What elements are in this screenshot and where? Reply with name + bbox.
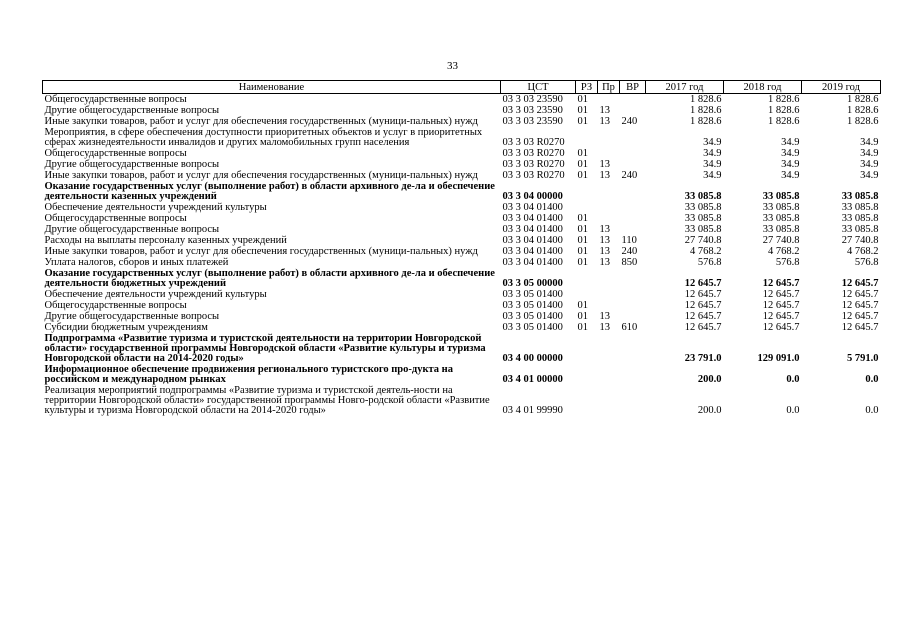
row-rz: 01 (577, 224, 588, 235)
row-cst: 03 3 03 R0270 (502, 137, 565, 148)
row-name: Оказание государственных услуг (выполнение работ) в области архивного де-ла и обеспечение деятельности казенных учреждений (44, 181, 495, 202)
row-name: Иные закупки товаров, работ и услуг для обеспечения государственных (муници-пальных) нужд (44, 170, 478, 181)
row-value-2018: 27 740.8 (762, 235, 800, 246)
row-value-2017: 200.0 (697, 374, 722, 385)
row-value-2017: 576.8 (697, 257, 722, 268)
row-value-2018: 34.9 (781, 137, 800, 148)
row-value-2019: 1 828.6 (847, 94, 879, 105)
row-name: Другие общегосударственные вопросы (44, 311, 220, 322)
table-row (43, 116, 881, 127)
row-cst: 03 3 04 01400 (502, 224, 563, 235)
row-value-2019: 12 645.7 (841, 289, 879, 300)
row-rz: 01 (577, 257, 588, 268)
row-pr: 13 (599, 105, 610, 116)
row-value-2017: 1 828.6 (690, 94, 722, 105)
row-rz (576, 385, 598, 416)
row-value-2019: 33 085.8 (841, 224, 879, 235)
row-value-2017: 1 828.6 (690, 116, 722, 127)
row-name: Иные закупки товаров, работ и услуг для обеспечения государственных (муници-пальных) нужд (44, 116, 478, 127)
row-value-2019: 34.9 (860, 170, 879, 181)
row-cst: 03 3 05 01400 (502, 300, 563, 311)
table-row (43, 246, 881, 257)
row-value-2017: 23 791.0 (684, 353, 722, 364)
table-row (43, 127, 881, 148)
row-cst: 03 3 05 01400 (502, 289, 563, 300)
row-name: Иные закупки товаров, работ и услуг для обеспечения государственных (муници-пальных) нужд (44, 246, 478, 257)
row-rz: 01 (577, 246, 588, 257)
row-value-2018: 1 828.6 (768, 116, 800, 127)
row-pr (598, 268, 620, 289)
row-rz: 01 (577, 105, 588, 116)
row-cst: 03 3 04 01400 (502, 202, 563, 213)
row-value-2018: 33 085.8 (762, 191, 800, 202)
row-value-2017: 12 645.7 (684, 311, 722, 322)
column-header-pr: Пр (598, 81, 620, 94)
row-value-2017: 33 085.8 (684, 213, 722, 224)
row-value-2017: 34.9 (703, 170, 722, 181)
row-value-2018: 0.0 (786, 405, 800, 416)
row-name: Субсидии бюджетным учреждениям (44, 322, 208, 333)
row-value-2019: 34.9 (860, 159, 879, 170)
row-vr (620, 364, 646, 385)
row-rz (576, 364, 598, 385)
row-vr (620, 300, 646, 311)
row-cst: 03 3 04 01400 (502, 213, 563, 224)
row-value-2017: 200.0 (697, 405, 722, 416)
row-cst: 03 3 05 01400 (502, 322, 563, 333)
row-name: Уплата налогов, сборов и иных платежей (44, 257, 229, 268)
row-value-2019: 27 740.8 (841, 235, 879, 246)
row-rz: 01 (577, 322, 588, 333)
row-value-2018: 0.0 (786, 374, 800, 385)
row-value-2018: 34.9 (781, 170, 800, 181)
row-value-2018: 12 645.7 (762, 322, 800, 333)
row-value-2018: 34.9 (781, 159, 800, 170)
row-cst: 03 3 03 R0270 (502, 159, 565, 170)
row-pr: 13 (599, 246, 610, 257)
table-row (43, 159, 881, 170)
row-pr: 13 (599, 311, 610, 322)
row-value-2019: 33 085.8 (841, 202, 879, 213)
row-cst: 03 3 04 00000 (502, 191, 563, 202)
row-name: Обеспечение деятельности учреждений культуры (44, 202, 267, 213)
row-value-2018: 12 645.7 (762, 278, 800, 289)
row-value-2018: 129 091.0 (757, 353, 800, 364)
row-value-2018: 1 828.6 (768, 105, 800, 116)
row-pr (598, 385, 620, 416)
row-value-2017: 12 645.7 (684, 278, 722, 289)
row-name: Другие общегосударственные вопросы (44, 224, 220, 235)
row-value-2017: 33 085.8 (684, 224, 722, 235)
page-number: 33 (447, 60, 458, 72)
row-value-2019: 4 768.2 (847, 246, 879, 257)
column-header-2017: 2017 год (646, 81, 724, 94)
row-value-2019: 1 828.6 (847, 105, 879, 116)
table-row (43, 257, 881, 268)
column-header-2018: 2018 год (724, 81, 802, 94)
row-name: Подпрограмма «Развитие туризма и туристской деятельности на территории Новгородской области» государственной программы Новгородской области «Развитие культуры и туризма Новгородской области на 2014-2020 годы» (44, 333, 486, 364)
row-value-2019: 34.9 (860, 137, 879, 148)
row-name: Оказание государственных услуг (выполнение работ) в области архивного де-ла и обеспечение деятельности бюджетных учреждений (44, 268, 495, 289)
row-cst: 03 4 01 00000 (502, 374, 563, 385)
table-row (43, 364, 881, 385)
table-row (43, 181, 881, 202)
table-row (43, 213, 881, 224)
row-rz (576, 289, 598, 300)
row-pr (598, 127, 620, 148)
table-row (43, 311, 881, 322)
row-name: Другие общегосударственные вопросы (44, 159, 220, 170)
row-value-2019: 1 828.6 (847, 116, 879, 127)
row-pr (598, 181, 620, 202)
row-pr (598, 289, 620, 300)
table-header-row (43, 81, 881, 94)
row-vr: 240 (621, 170, 638, 181)
row-name: Общегосударственные вопросы (44, 300, 187, 311)
row-rz: 01 (577, 235, 588, 246)
row-pr: 13 (599, 235, 610, 246)
row-cst: 03 3 04 01400 (502, 246, 563, 257)
row-vr (620, 94, 646, 106)
column-header-2019: 2019 год (802, 81, 881, 94)
row-name: Общегосударственные вопросы (44, 148, 187, 159)
row-value-2018: 33 085.8 (762, 224, 800, 235)
row-value-2019: 5 791.0 (847, 353, 879, 364)
row-pr: 13 (599, 170, 610, 181)
row-value-2019: 0.0 (865, 374, 879, 385)
row-name: Обеспечение деятельности учреждений культуры (44, 289, 267, 300)
row-pr (598, 148, 620, 159)
row-value-2017: 1 828.6 (690, 105, 722, 116)
row-name: Общегосударственные вопросы (44, 94, 187, 105)
row-pr: 13 (599, 322, 610, 333)
row-rz: 01 (577, 311, 588, 322)
row-pr: 13 (599, 224, 610, 235)
row-value-2019: 34.9 (860, 148, 879, 159)
row-vr (620, 213, 646, 224)
row-rz (576, 127, 598, 148)
row-cst: 03 3 03 R0270 (502, 170, 565, 181)
row-name: Расходы на выплаты персоналу казенных учреждений (44, 235, 287, 246)
budget-table (42, 80, 881, 416)
row-pr (598, 213, 620, 224)
table-row (43, 322, 881, 333)
row-pr: 13 (599, 257, 610, 268)
row-rz: 01 (577, 170, 588, 181)
row-value-2018: 4 768.2 (768, 246, 800, 257)
table-row (43, 94, 881, 106)
column-header-rz: РЗ (576, 81, 598, 94)
row-vr (620, 202, 646, 213)
row-rz: 01 (577, 94, 588, 105)
row-value-2017: 34.9 (703, 159, 722, 170)
row-value-2017: 12 645.7 (684, 322, 722, 333)
row-rz: 01 (577, 116, 588, 127)
row-value-2019: 12 645.7 (841, 300, 879, 311)
row-vr: 240 (621, 116, 638, 127)
row-value-2018: 33 085.8 (762, 202, 800, 213)
row-cst: 03 3 04 01400 (502, 257, 563, 268)
row-rz (576, 333, 598, 364)
row-pr (598, 300, 620, 311)
row-pr: 13 (599, 159, 610, 170)
row-vr (620, 105, 646, 116)
row-cst: 03 3 05 01400 (502, 311, 563, 322)
row-pr (598, 202, 620, 213)
row-vr (620, 159, 646, 170)
row-vr (620, 289, 646, 300)
table-row (43, 289, 881, 300)
row-value-2019: 33 085.8 (841, 191, 879, 202)
table-row (43, 224, 881, 235)
row-vr (620, 268, 646, 289)
row-cst: 03 3 04 01400 (502, 235, 563, 246)
table-row (43, 385, 881, 416)
row-value-2019: 33 085.8 (841, 213, 879, 224)
row-cst: 03 4 01 99990 (502, 405, 563, 416)
column-header-vr: ВР (620, 81, 646, 94)
row-value-2017: 33 085.8 (684, 191, 722, 202)
row-cst: 03 3 05 00000 (502, 278, 563, 289)
row-value-2017: 33 085.8 (684, 202, 722, 213)
row-value-2019: 576.8 (854, 257, 879, 268)
row-value-2018: 34.9 (781, 148, 800, 159)
row-value-2017: 12 645.7 (684, 289, 722, 300)
row-name: Информационное обеспечение продвижения регионального туристского про-дукта на российском и международном рынках (44, 364, 453, 385)
row-pr (598, 333, 620, 364)
row-value-2019: 12 645.7 (841, 278, 879, 289)
table-row (43, 148, 881, 159)
row-vr (620, 148, 646, 159)
column-header-name: Наименование (43, 81, 501, 94)
row-pr (598, 94, 620, 106)
row-pr: 13 (599, 116, 610, 127)
row-cst: 03 3 03 23590 (502, 105, 563, 116)
row-value-2018: 12 645.7 (762, 311, 800, 322)
table-row (43, 202, 881, 213)
row-pr (598, 364, 620, 385)
row-cst: 03 3 03 23590 (502, 116, 563, 127)
row-value-2019: 12 645.7 (841, 311, 879, 322)
table-row (43, 300, 881, 311)
row-rz: 01 (577, 300, 588, 311)
row-vr (620, 127, 646, 148)
row-value-2019: 0.0 (865, 405, 879, 416)
row-value-2018: 33 085.8 (762, 213, 800, 224)
table-row (43, 268, 881, 289)
table-body (43, 94, 881, 417)
row-vr (620, 181, 646, 202)
row-vr: 610 (621, 322, 638, 333)
row-cst: 03 3 03 23590 (502, 94, 563, 105)
row-rz: 01 (577, 148, 588, 159)
row-value-2019: 12 645.7 (841, 322, 879, 333)
row-vr: 240 (621, 246, 638, 257)
table-row (43, 170, 881, 181)
row-rz (576, 268, 598, 289)
row-cst: 03 4 00 00000 (502, 353, 563, 364)
row-cst: 03 3 03 R0270 (502, 148, 565, 159)
row-value-2017: 12 645.7 (684, 300, 722, 311)
row-vr (620, 224, 646, 235)
row-value-2017: 4 768.2 (690, 246, 722, 257)
row-rz: 01 (577, 213, 588, 224)
row-name: Реализация мероприятий подпрограммы «Развитие туризма и туристской деятель-ности на территории Новгородской области» государственной программы Новго-родской области «Развитие культуры и туризма Новгородской области на 2014-2020 годы» (44, 385, 490, 416)
row-vr: 110 (621, 235, 637, 246)
column-header-cst: ЦСТ (501, 81, 576, 94)
row-value-2018: 576.8 (775, 257, 800, 268)
row-value-2017: 34.9 (703, 137, 722, 148)
table-row (43, 235, 881, 246)
row-name: Другие общегосударственные вопросы (44, 105, 220, 116)
row-name: Мероприятия, в сфере обеспечения доступности приоритетных объектов и услуг в приоритетных сферах жизнедеятельности инвалидов и других маломобильных групп населения (44, 127, 483, 148)
row-rz: 01 (577, 159, 588, 170)
row-vr (620, 333, 646, 364)
row-rz (576, 202, 598, 213)
table-row (43, 105, 881, 116)
row-value-2018: 12 645.7 (762, 289, 800, 300)
table-row (43, 333, 881, 364)
row-vr (620, 311, 646, 322)
row-value-2017: 27 740.8 (684, 235, 722, 246)
row-rz (576, 181, 598, 202)
row-vr: 850 (621, 257, 638, 268)
row-value-2018: 1 828.6 (768, 94, 800, 105)
row-name: Общегосударственные вопросы (44, 213, 187, 224)
row-value-2017: 34.9 (703, 148, 722, 159)
row-vr (620, 385, 646, 416)
row-value-2018: 12 645.7 (762, 300, 800, 311)
